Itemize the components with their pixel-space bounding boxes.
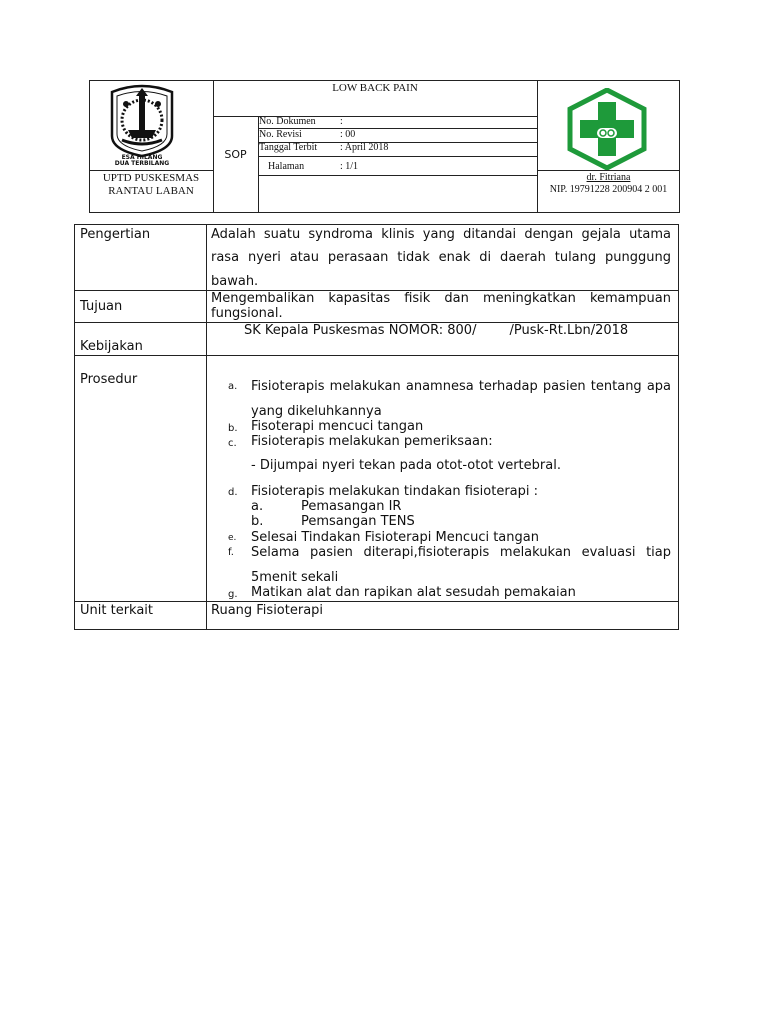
step-d-sub-marker: a.	[251, 499, 264, 514]
unit-terkait-text: Ruang Fisioterapi	[211, 603, 324, 618]
doc-field-value: : 00	[340, 129, 356, 140]
puskesmas-cross-icon	[567, 88, 647, 170]
step-g: Matikan alat dan rapikan alat sesudah pemakaian	[251, 585, 576, 600]
unit-terkait-label: Unit terkait	[80, 603, 154, 618]
step-d-sub2: Pemsangan TENS	[301, 514, 415, 529]
pengertian-text-line1: Adalah suatu syndroma klinis yang ditandai dengan gejala utama	[211, 227, 671, 242]
logo-motto-1: ESA HILANG	[121, 154, 163, 161]
pengertian-text-line3: bawah.	[211, 274, 259, 289]
signer-nip: NIP. 19791228 200904 2 001	[549, 184, 668, 195]
step-d: Fisioterapis melakukan tindakan fisioterapi :	[251, 484, 539, 499]
step-a-line2: yang dikeluhkannya	[251, 404, 382, 419]
prosedur-label: Prosedur	[80, 372, 138, 387]
step-d-sub-marker: b.	[251, 514, 264, 529]
signer-name: dr. Fitriana	[586, 172, 631, 183]
doc-field-label: Tanggal Terbit	[259, 142, 318, 153]
step-b: Fisoterapi mencuci tangan	[251, 419, 424, 434]
doc-field-value: : 1/1	[340, 161, 359, 172]
step-c-sub: - Dijumpai nyeri tekan pada otot-otot vertebral.	[251, 458, 561, 473]
org-name-line2: RANTAU LABAN	[108, 185, 194, 197]
doc-field-label: Halaman	[268, 161, 305, 172]
org-name-line1: UPTD PUSKESMAS	[102, 172, 200, 184]
document-title: LOW BACK PAIN	[332, 82, 418, 94]
tujuan-text-line1: Mengembalikan kapasitas fisik dan meningkatkan kemampuan	[211, 291, 671, 306]
logo-motto-2: DUA TERBILANG	[114, 160, 170, 167]
doc-field-value: :	[340, 116, 343, 127]
kebijakan-label: Kebijakan	[80, 339, 143, 354]
step-marker: g.	[228, 589, 238, 600]
step-a-line1: Fisioterapis melakukan anamnesa terhadap pasien tentang apa	[251, 379, 671, 394]
step-marker: a.	[228, 381, 238, 392]
tujuan-label: Tujuan	[80, 299, 123, 314]
kebijakan-text: SK Kepala Puskesmas NOMOR: 800/ /Pusk-Rt.Lbn/2018	[244, 323, 629, 338]
pengertian-label: Pengertian	[80, 227, 151, 242]
step-e: Selesai Tindakan Fisioterapi Mencuci tangan	[251, 530, 539, 545]
tujuan-text-line2: fungsional.	[211, 306, 283, 321]
step-marker: e.	[228, 533, 237, 543]
step-marker: f.	[228, 547, 234, 558]
doc-field-label: No. Dokumen	[259, 116, 316, 127]
step-marker: d.	[228, 487, 238, 498]
step-d-sub1: Pemasangan IR	[301, 499, 402, 514]
step-f-line1: Selama pasien diterapi,fisioterapis melakukan evaluasi tiap	[251, 545, 671, 560]
step-marker: c.	[228, 438, 237, 449]
doc-field-value: : April 2018	[340, 142, 389, 153]
pengertian-text-line2: rasa nyeri atau perasaan tidak enak di daerah tulang punggung	[211, 250, 671, 265]
doc-field-label: No. Revisi	[259, 129, 302, 140]
sop-label: SOP	[224, 148, 247, 161]
step-c: Fisioterapis melakukan pemeriksaan:	[251, 434, 493, 449]
step-f-line2: 5menit sekali	[251, 570, 339, 585]
step-marker: b.	[228, 423, 238, 434]
